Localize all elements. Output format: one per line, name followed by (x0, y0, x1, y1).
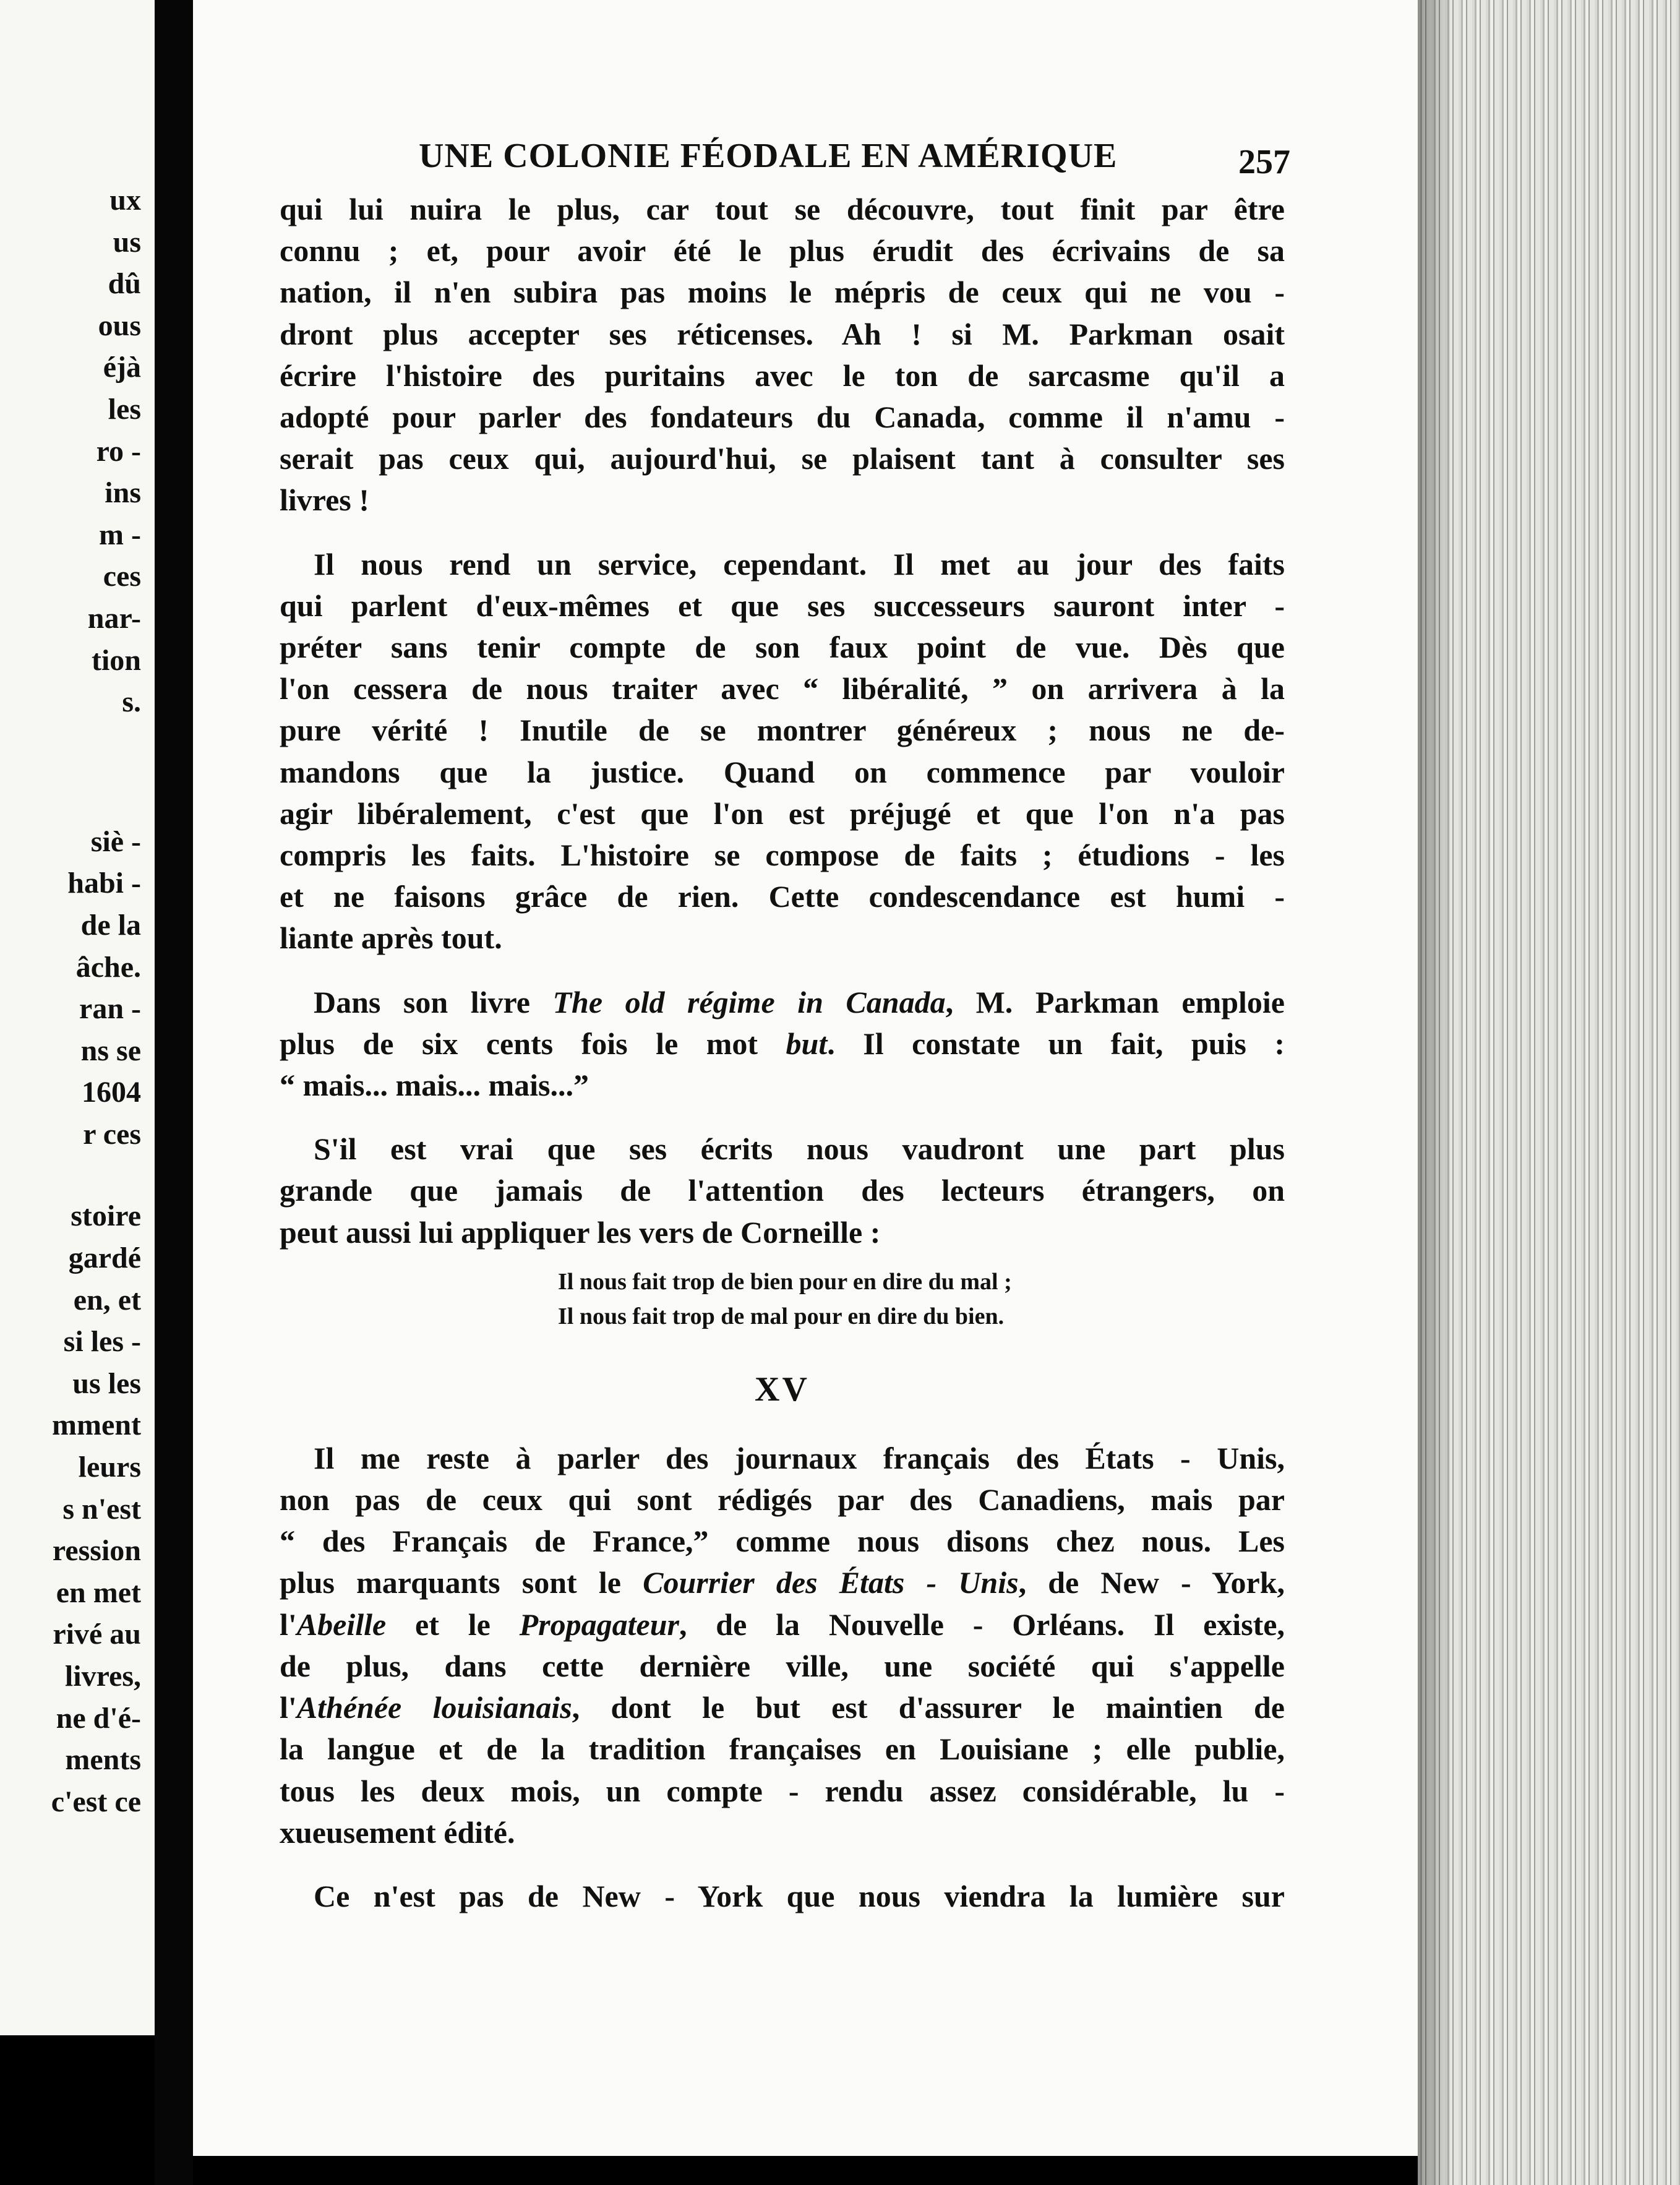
text-line: dront plus accepter ses réticenses. Ah ! si M. Parkman osait (280, 316, 1285, 351)
text-line: livres ! (280, 483, 369, 518)
previous-page-text (0, 179, 155, 1822)
line-fragment: en met (56, 1576, 141, 1609)
line-fragment: s n'est (62, 1492, 141, 1526)
line-fragment: de la (80, 908, 141, 942)
verse-quotation (280, 1264, 1285, 1334)
newspaper-title: Courrier des États - Unis (643, 1565, 1019, 1600)
line-fragment: nar- (87, 601, 141, 635)
line-fragment: ous (98, 309, 141, 342)
paragraph (280, 982, 1285, 1107)
text-line: peut aussi lui appliquer les vers de Corneille : (280, 1214, 881, 1250)
line-fragment: ression (52, 1534, 141, 1568)
text-line: liante après tout. (280, 921, 502, 956)
text-line: pure vérité ! Inutile de se montrer généreux ; nous ne de- (280, 713, 1285, 748)
text-line: compris les faits. L'histoire se compose de faits ; étudions - les (280, 838, 1285, 873)
emphasized-word: but (786, 1026, 828, 1061)
page-number: 257 (1238, 143, 1290, 181)
newspaper-title: Propagateur (519, 1607, 679, 1642)
line-fragment: stoire (71, 1200, 141, 1233)
text-line: qui lui nuira le plus, car tout se découvre, tout finit par être (280, 192, 1285, 226)
line-fragment: éjà (103, 351, 141, 384)
text-line: plus marquants sont le Courrier des États - Unis, de New - York, (280, 1565, 1285, 1600)
line-fragment: leurs (78, 1451, 141, 1484)
line-fragment: ran - (79, 992, 141, 1026)
page-edge-shadow (1418, 0, 1455, 2185)
page-body (280, 189, 1285, 1917)
paragraph (280, 1128, 1285, 1253)
text-line: Ce n'est pas de New - York que nous viendra la lumière sur (314, 1878, 1285, 1913)
text-line: nation, il n'en subira pas moins le mépris de ceux qui ne vou - (280, 275, 1285, 310)
line-fragment: r ces (83, 1117, 141, 1151)
line-fragment: ins (105, 476, 141, 510)
book-gutter (155, 0, 193, 2185)
verse-line: Il nous fait trop de mal pour en dire du bien. (558, 1303, 1005, 1329)
line-fragment: si les - (63, 1325, 141, 1359)
line-fragment: dû (108, 267, 141, 301)
text-line: adopté pour parler des fondateurs du Canada, comme il n'amu - (280, 400, 1285, 435)
text-line: xueusement édité. (280, 1814, 515, 1850)
line-fragment: ments (65, 1743, 141, 1777)
line-fragment: us les (72, 1367, 141, 1400)
line-fragment: ne d'é- (56, 1701, 141, 1735)
text-line: et ne faisons grâce de rien. Cette condescendance est humi - (280, 879, 1285, 914)
line-fragment: habi - (67, 867, 141, 900)
text-line: grande que jamais de l'attention des lecteurs étrangers, on (280, 1173, 1285, 1208)
line-fragment: rivé au (53, 1618, 141, 1651)
line-fragment: ro - (96, 434, 141, 468)
text-line: tous les deux mois, un compte - rendu assez considérable, lu - (280, 1773, 1285, 1808)
text-line: agir libéralement, c'est que l'on est préjugé et que l'on n'a pas (280, 796, 1285, 831)
line-fragment: siè - (90, 825, 141, 858)
line-fragment: ux (109, 184, 141, 217)
text-line: la langue et de la tradition françaises en Louisiane ; elle publie, (280, 1732, 1285, 1767)
paragraph (280, 544, 1285, 959)
paragraph (280, 1438, 1285, 1853)
running-head (193, 124, 1418, 179)
text-line: plus de six cents fois le mot but. Il constate un fait, puis : (280, 1026, 1285, 1061)
text-line: l'Abeille et le Propagateur, de la Nouvelle - Orléans. Il existe, (280, 1607, 1285, 1642)
text-line: préter sans tenir compte de son faux point de vue. Dès que (280, 630, 1285, 665)
text-line: mandons que la justice. Quand on commence par vouloir (280, 754, 1285, 789)
line-fragment: 1604 (82, 1076, 141, 1109)
line-fragment: ces (103, 560, 141, 593)
book-title: The old régime in Canada (552, 984, 946, 1020)
text-line: non pas de ceux qui sont rédigés par des Canadiens, mais par (280, 1482, 1285, 1517)
verse-line: Il nous fait trop de bien pour en dire du mal ; (558, 1268, 1012, 1295)
line-fragment: ns se (80, 1034, 141, 1067)
text-line: serait pas ceux qui, aujourd'hui, se plaisent tant à consulter ses (280, 441, 1285, 476)
line-fragment: livres, (64, 1660, 141, 1693)
society-name: Athénée louisianais (296, 1690, 572, 1725)
book-page-edges (1418, 0, 1680, 2185)
line-fragment: gardé (68, 1242, 141, 1275)
line-fragment: us (113, 225, 141, 259)
book-page (193, 0, 1418, 2156)
running-title: UNE COLONIE FÉODALE EN AMÉRIQUE (419, 137, 1118, 175)
text-line: connu ; et, pour avoir été le plus érudit des écrivains de sa (280, 233, 1285, 268)
paragraph (280, 1876, 1285, 1917)
text-line: “ des Français de France,” comme nous disons chez nous. Les (280, 1524, 1285, 1559)
line-fragment: s. (122, 685, 141, 719)
text-line: écrire l'histoire des puritains avec le ton de sarcasme qu'il a (280, 358, 1285, 393)
newspaper-title: Abeille (296, 1607, 387, 1642)
text-line: qui parlent d'eux-mêmes et que ses successeurs sauront inter - (280, 588, 1285, 623)
previous-page (0, 0, 155, 2035)
line-fragment: les (108, 392, 141, 426)
line-fragment: mment (52, 1409, 141, 1442)
text-line: Dans son livre The old régime in Canada, M. Parkman emploie (314, 984, 1285, 1020)
text-line: l'Athénée louisianais, dont le but est d'assurer le maintien de (280, 1690, 1285, 1725)
line-fragment: m - (99, 518, 141, 551)
section-heading: XV (755, 1370, 810, 1409)
line-fragment: âche. (75, 950, 141, 984)
line-fragment: en, et (73, 1283, 141, 1316)
text-line: S'il est vrai que ses écrits nous vaudront une part plus (314, 1131, 1285, 1167)
line-fragment: c'est ce (51, 1785, 141, 1818)
line-fragment: tion (91, 643, 141, 677)
paragraph (280, 189, 1285, 522)
text-line: de plus, dans cette dernière ville, une société qui s'appelle (280, 1648, 1285, 1683)
text-line: Il me reste à parler des journaux français des États - Unis, (314, 1440, 1285, 1475)
text-line: “ mais... mais... mais...” (280, 1068, 589, 1103)
text-line: Il nous rend un service, cependant. Il met au jour des faits (314, 546, 1285, 582)
text-line: l'on cessera de nous traiter avec “ libéralité, ” on arrivera à la (280, 671, 1285, 706)
